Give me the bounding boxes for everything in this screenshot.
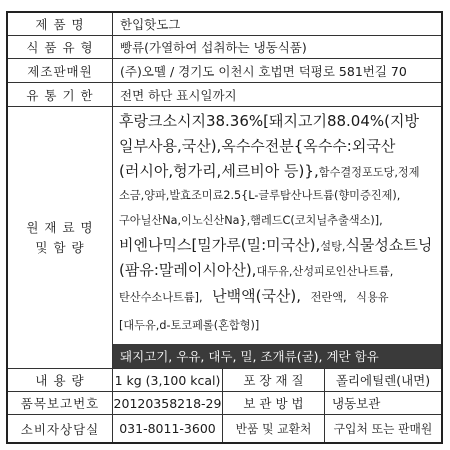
material-label: 포 장 재 질 [223,369,325,391]
content-label: 내 용 량 [8,369,113,391]
row-expiry [8,83,441,107]
manufacturer-value: (주)오뗄 / 경기도 이천시 호법면 덕평로 581번길 70 [120,63,407,79]
report-value: 20120358218-29 [113,392,223,414]
allergen-banner: 돼지고기, 우유, 대두, 밀, 조개류(굴), 계란 함유 [113,344,441,368]
food-label-table [6,11,443,444]
ingredient-line-3: (러시아,헝가리,세르비아 등)},함수결정포도당,정제 [119,162,420,180]
food-type-label: 식 품 유 형 [8,36,113,58]
ingredient-line-4: 소금,양파,발효조미료2.5{L-글루탐산나트륨(향미증진제), [119,189,401,202]
content-value: 1 kg (3,100 kcal) [113,369,223,391]
consumer-value: 031-8011-3600 [113,415,223,442]
ingredient-line-9: [대두유,d-토코페롤(혼합형)] [119,319,260,332]
consumer-label: 소비자상담실 [8,415,113,442]
ingredient-line-5: 구아닐산Na,이노신산Na},햄레드C(코치닐추출색소)], [119,214,383,227]
row-ingredients [8,107,441,369]
manufacturer-label: 제조판매원 [8,59,113,82]
ingredients-label-line1: 원 재 료 명 [26,219,94,235]
exchange-value: 구입처 또는 판매원 [333,422,433,436]
row-food-type [8,36,441,59]
product-name-value: 한입핫도그 [120,17,181,32]
food-type-value: 빵류(가열하여 섭취하는 냉동식품) [120,40,307,55]
row-content [8,369,441,392]
exchange-label: 반품 및 교환처 [223,415,325,442]
ingredients-label [8,107,113,368]
ingredient-line-1: 후랑크소시지38.36%[돼지고기88.04%(지방 [119,112,419,130]
row-consumer [8,415,441,442]
expiry-value: 전면 하단 표시일까지 [120,87,237,103]
row-manufacturer [8,59,441,83]
material-value: 폴리에틸렌(내면) [335,373,431,388]
row-product-name [8,13,441,36]
storage-value: 냉동보관 [332,396,381,411]
storage-label: 보 관 방 법 [223,392,325,414]
product-name-label: 제 품 명 [8,13,113,35]
ingredient-line-6: 비엔나믹스[밀가루(밀:미국산),설탕,식물성쇼트닝 [119,236,433,254]
ingredients-block [113,107,441,368]
ingredient-line-7: (팜유:말레이시아산),대두유,산성피로인산나트륨, [119,261,394,279]
report-label: 품목보고번호 [8,392,113,414]
row-report [8,392,441,415]
expiry-label: 유 통 기 한 [8,83,113,106]
ingredient-line-2: 일부사용,국산),옥수수전분{옥수수:외국산 [119,137,396,155]
ingredient-line-8: 탄산수소나트륨], 난백액(국산), 전란액, 식용유 [119,287,389,305]
ingredients-label-line2: 및 함 량 [35,239,85,255]
